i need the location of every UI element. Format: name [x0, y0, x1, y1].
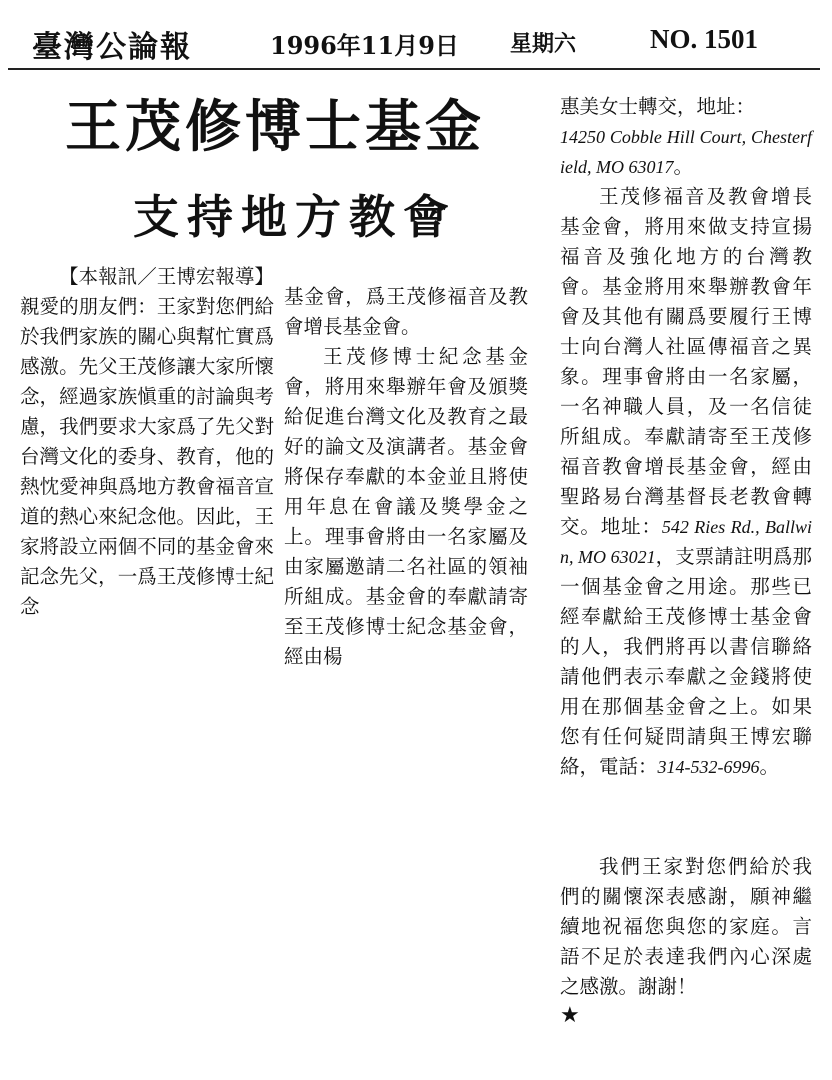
address-1: 14250 Cobble Hill Court, Chesterfield, MO 63017: [560, 127, 812, 177]
publication-date: 1996年11月9日: [270, 31, 459, 60]
phone-number: 314-532-6996: [657, 757, 760, 777]
masthead-rule: [8, 68, 820, 70]
column-2-lead: 基金會，爲王茂修福音及教會增長基金會。: [284, 285, 528, 338]
article-column-2: [284, 282, 528, 672]
column-3-paragraph: [560, 182, 812, 782]
address-2: 542 Ries Rd., Ballwin, MO 63021: [560, 517, 812, 567]
column-3-paragraph-cont: ，支票請註明爲那一個基金會之用途。那些已經奉獻給王茂修博士基金會的人，我們將再以書信聯絡請他們表示奉獻之金錢將使用在那個基金會之上。如果您有任何疑問請與王博宏聯絡，電話：: [560, 545, 812, 778]
column-2-paragraph: 王茂修博士紀念基金會，將用來舉辦年會及頒獎給促進台灣文化及教育之最好的論文及演講者。基金會將保存奉獻的本金並且將使用年息在會議及獎學金之上。理事會將由一名家屬及由家屬邀請二名社區的領袖所組成。基金會的奉獻請寄至王茂修博士紀念基金會，經由楊: [284, 345, 528, 668]
column-1-text: 【本報訊／王博宏報導】親愛的朋友們：王家對您們給於我們家族的關心與幫忙實爲感激。先父王茂修讓大家所懷念，經過家族愼重的討論與考慮，我們要求大家爲了先父對台灣文化的委身、教育，他的熱忱愛神與爲地方教會福音宣道的熱心來紀念他。因此，王家將設立兩個不同的基金會來記念先父，一爲王茂修博士紀念: [20, 265, 274, 618]
address-1-end: 。: [673, 155, 693, 178]
column-3-lead-block: [560, 92, 812, 182]
end-star-icon: ★: [560, 1003, 580, 1028]
headline: 王茂修博士基金: [65, 94, 485, 160]
column-3-lead: 惠美女士轉交，地址：: [560, 95, 756, 118]
issue-number: NO. 1501: [650, 24, 758, 54]
newspaper-name: 臺灣公論報: [32, 30, 192, 65]
article-column-1: [20, 262, 274, 622]
closing-paragraph: 我們王家對您們給於我們的關懷深表感謝，願神繼續地祝福您與您的家庭。言語不足於表達我們內心深處之感激。謝謝！: [560, 855, 812, 998]
masthead: [8, 18, 820, 66]
subheadline: 支持地方教會: [133, 190, 457, 244]
publication-weekday: 星期六: [510, 31, 577, 57]
column-3-paragraph-end: 。: [759, 755, 780, 778]
column-3-paragraph-text: 王茂修福音及教會增長基金會，將用來做支持宣揚福音及強化地方的台灣教會。基金將用來舉辦教會年會及其他有關爲要履行王博士向台灣人社區傳福音之異象。理事會將由一名家屬，一名神職人員，及一名信徒所組成。奉獻請寄至王茂修福音教會增長基金會，經由聖路易台灣基督長老教會轉交。地址：: [560, 185, 812, 538]
article-column-3: [560, 92, 812, 1030]
